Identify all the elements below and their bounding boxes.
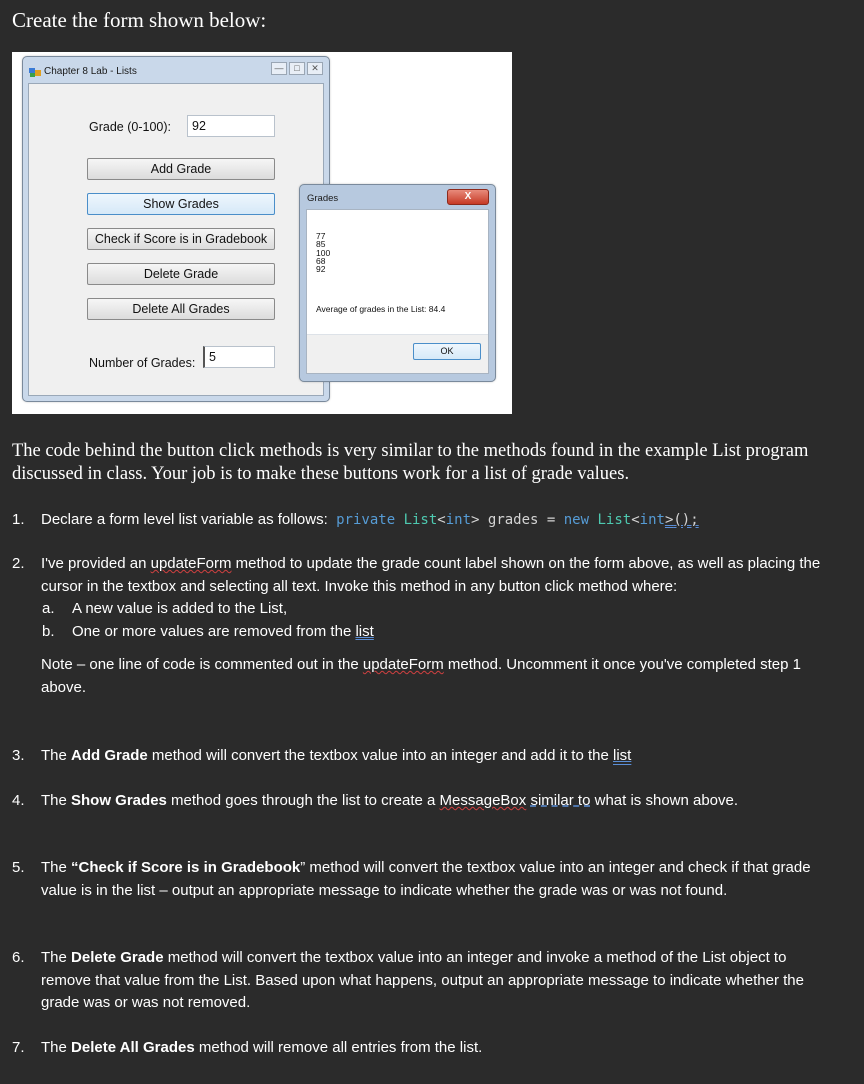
form-title: Chapter 8 Lab - Lists <box>44 66 137 77</box>
step-3: 3. The Add Grade method will convert the textbox value into an integer and add it to the list <box>12 745 832 768</box>
form-screenshot <box>12 52 512 414</box>
sub-item-a: a. A new value is added to the List, <box>42 600 288 617</box>
messagebox-body <box>306 209 489 374</box>
step-number: 4. <box>12 792 25 809</box>
page-heading: Create the form shown below: <box>12 8 267 32</box>
grade-count-label: Number of Grades: <box>89 356 196 370</box>
grade-entry: 92 <box>316 264 326 275</box>
step-1-text: Declare a form level list variable as follows: <box>41 511 328 528</box>
sub-item-b: b. One or more values are removed from the list <box>42 622 374 640</box>
grade-label: Grade (0-100): <box>89 120 171 134</box>
maximize-icon[interactable]: □ <box>289 62 305 75</box>
step-6: 6. The Delete Grade method will convert the textbox value into an integer and invoke a method of the List object to remove that value from the List. Based upon what happens, output an appropriate message to indicate whether the grade was or was not removed. <box>12 949 804 1011</box>
check-score-button[interactable]: Check if Score is in Gradebook <box>87 228 275 250</box>
grade-entry: 100 <box>316 247 331 258</box>
messagebox-close-icon[interactable]: X <box>447 189 489 205</box>
form-window <box>22 56 330 402</box>
grade-entry: 85 <box>316 239 326 250</box>
ok-button[interactable]: OK <box>413 343 481 360</box>
step-1 <box>12 509 832 532</box>
step-7: 7. The Delete All Grades method will remove all entries from the list. <box>12 1037 832 1060</box>
messagebox-footer <box>307 334 488 373</box>
add-grade-button[interactable]: Add Grade <box>87 158 275 180</box>
delete-grade-button[interactable]: Delete Grade <box>87 263 275 285</box>
close-icon[interactable]: ✕ <box>307 62 323 75</box>
method-name: updateForm <box>150 555 232 572</box>
step-number: 1. <box>12 511 25 528</box>
form-client-area <box>28 83 324 396</box>
grade-count-value: 5 <box>203 346 275 368</box>
grade-entry: 68 <box>316 255 326 266</box>
step-number: 3. <box>12 747 25 764</box>
step-number: 2. <box>12 555 25 572</box>
step-number: 5. <box>12 859 25 876</box>
grades-list <box>316 232 330 273</box>
intro-paragraph: The code behind the button click methods is very similar to the methods found in the example List program discussed in class. Your job is to make these buttons work for a list of grade values. <box>12 441 809 484</box>
step-5: 5. The “Check if Score is in Gradebook” method will convert the textbox value into an integer and check if that grade value is in the list – output an appropriate message to indicate whether the grade was or was not found. <box>12 859 811 899</box>
step-number: 6. <box>12 949 25 966</box>
grade-entry: 77 <box>316 231 326 241</box>
step-number: 7. <box>12 1039 25 1056</box>
grade-textbox[interactable]: 92 <box>187 115 275 137</box>
step-4: 4. The Show Grades method goes through the list to create a MessageBox similar to what is shown above. <box>12 790 832 813</box>
show-grades-button[interactable]: Show Grades <box>87 193 275 215</box>
code-snippet: private List<int> grades = new List<int>(); <box>336 512 699 528</box>
messagebox-title: Grades <box>307 193 339 204</box>
delete-all-grades-button[interactable]: Delete All Grades <box>87 298 275 320</box>
app-icon <box>29 66 41 78</box>
average-text: Average of grades in the List: 84.4 <box>316 304 446 314</box>
step-2: 2. I've provided an updateForm method to update the grade count label shown on the form above, as well as placing the cursor in the textbox and selecting all text. Invoke this method in any button click method where: a. A new value is added to the List, b. One or more values are removed from the list Note – one line of code is commented out in the updateForm method. Uncomment it once you've completed step 1 above. <box>12 553 832 699</box>
grades-messagebox <box>299 184 496 382</box>
note: Note – one line of code is commented out in the updateForm method. Uncomment it once you've completed step 1 above. <box>41 656 801 696</box>
minimize-icon[interactable]: — <box>271 62 287 75</box>
